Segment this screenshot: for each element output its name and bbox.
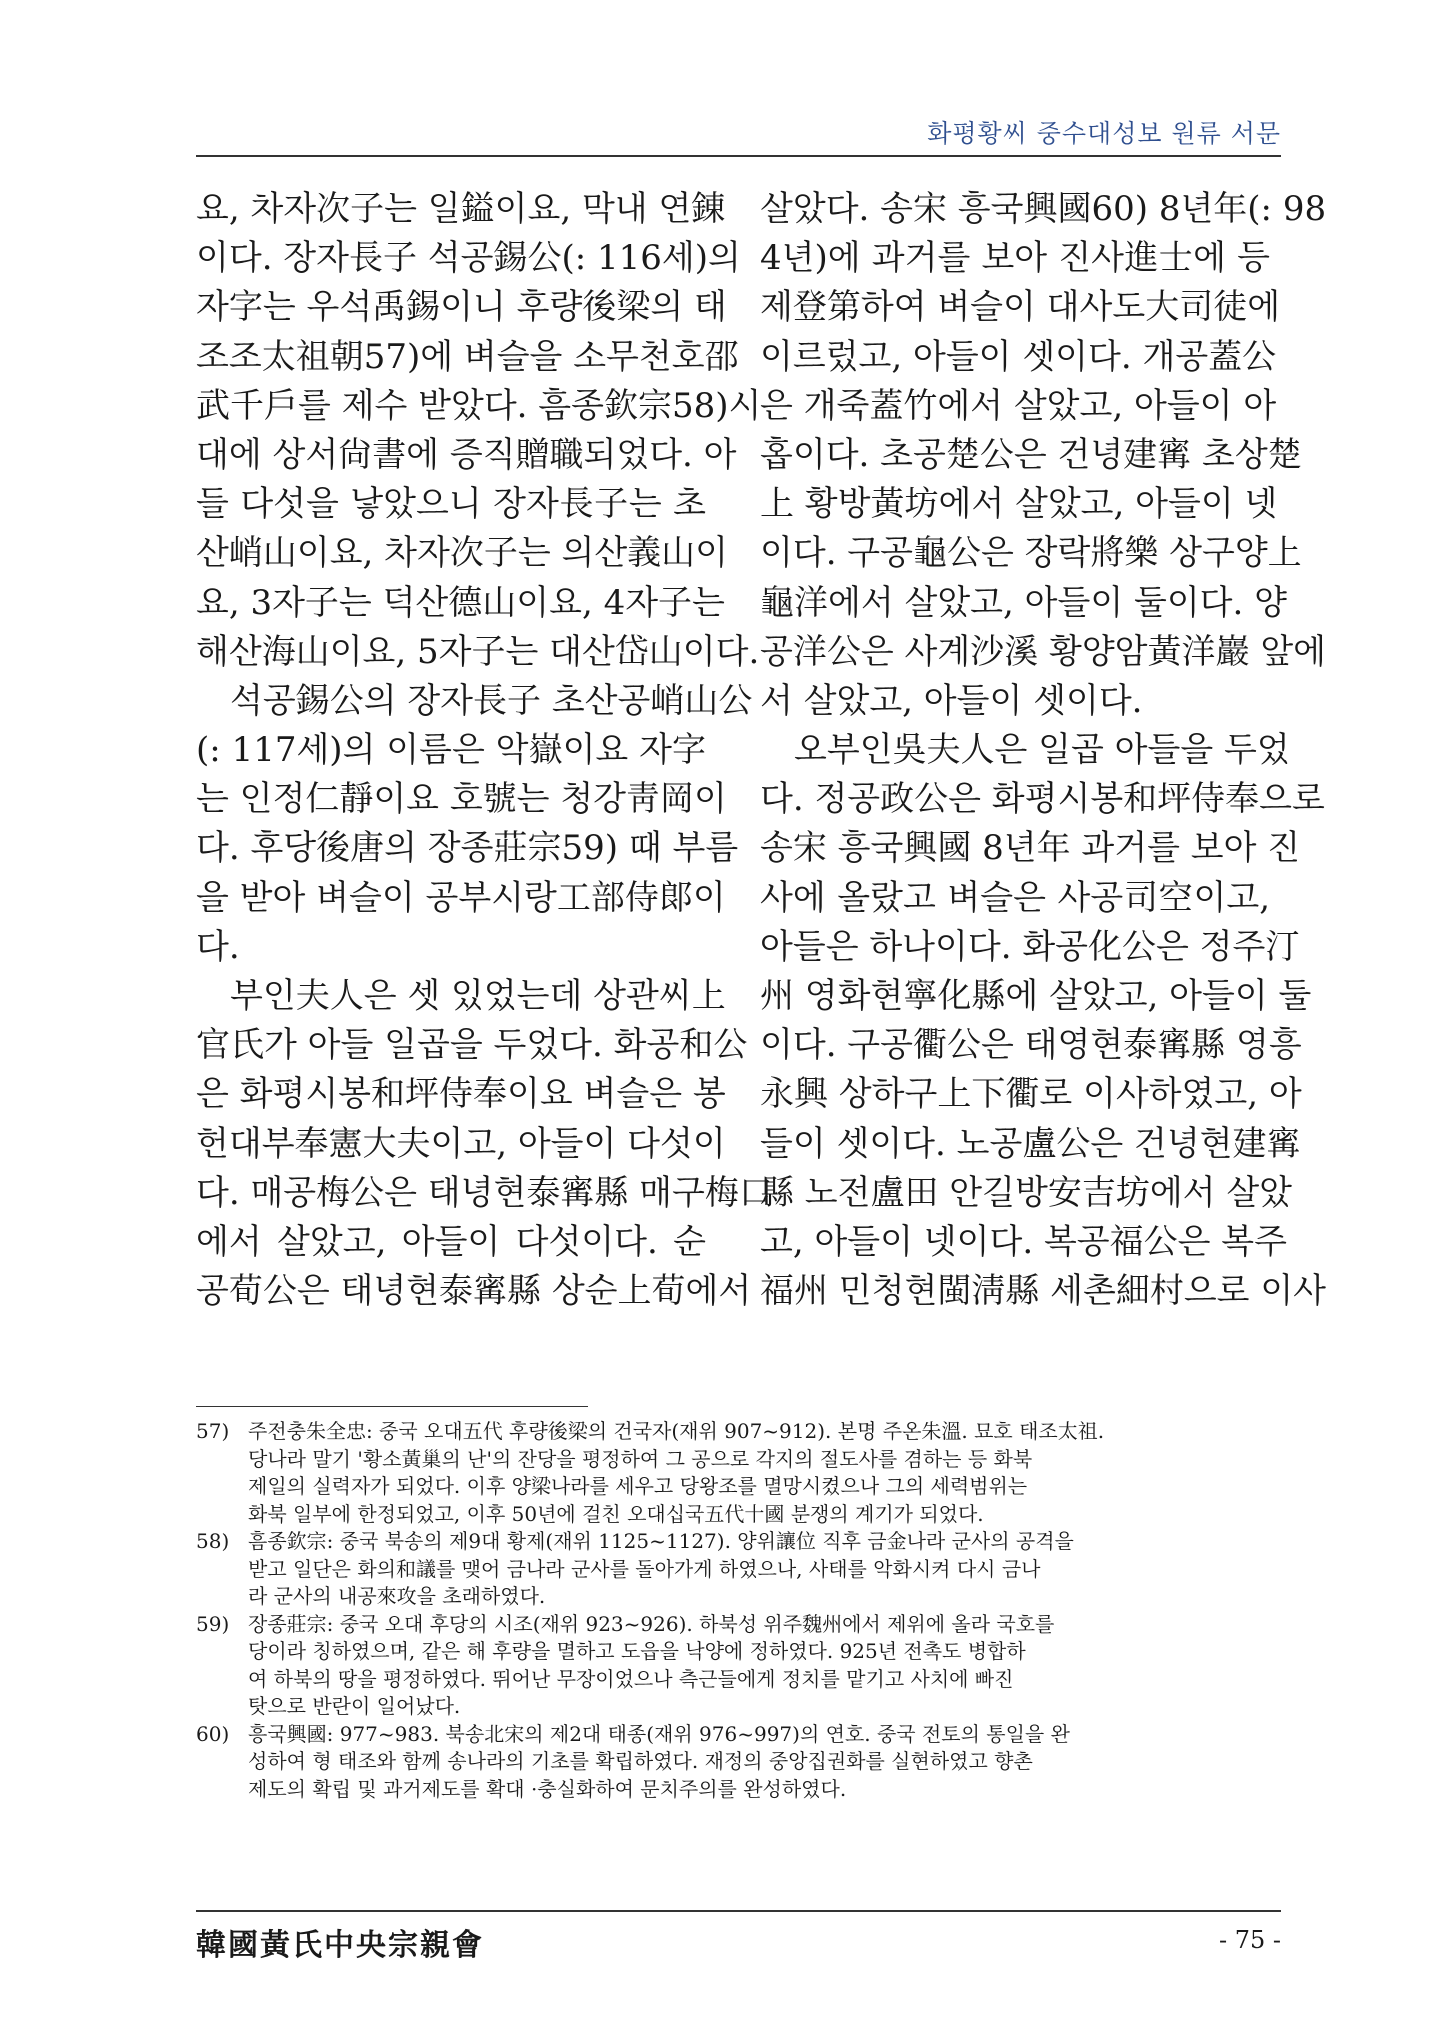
text-line: 자字는 우석禹錫이니 후량後梁의 태 xyxy=(196,287,727,328)
text-line: 은 개죽蓋竹에서 살았고, 아들이 아 xyxy=(760,385,1277,426)
right-text-column xyxy=(760,185,1327,1316)
text-line: 대에 상서尙書에 증직贈職되었다. 아 xyxy=(196,434,737,475)
text-line: 부인夫人은 셋 있었는데 상관씨上 xyxy=(230,976,726,1016)
text-line: 살았다. 송宋 흥국興國60) 8년年(: 98 xyxy=(760,189,1327,229)
footer-organization: 韓國黃氏中央宗親會 xyxy=(196,1928,484,1963)
footnote-number: 59) xyxy=(196,1611,230,1636)
text-line: 송宋 흥국興國 8년年 과거를 보아 진 xyxy=(760,828,1301,869)
text-line: 요, 3자子는 덕산德山이요, 4자子는 xyxy=(196,582,725,623)
text-line: 고, 아들이 넷이다. 복공福公은 복주 xyxy=(760,1221,1287,1262)
footer-divider xyxy=(196,1910,1281,1912)
footnote-number: 60) xyxy=(196,1721,230,1746)
text-line: 석공錫公의 장자長子 초산공峭山公 xyxy=(230,680,753,721)
text-line: 이르렀고, 아들이 셋이다. 개공蓋公 xyxy=(760,336,1277,377)
text-line: 다. 후당後唐의 장종莊宗59) 때 부름 xyxy=(196,828,739,869)
footnote-line: 화북 일부에 한정되었고, 이후 50년에 걸친 오대십국五代十國 분쟁의 계기가 되었다. xyxy=(248,1501,984,1526)
footnote-line: 흠종欽宗: 중국 북송의 제9대 황제(재위 1125~1127). 양위讓位 직후 금金나라 군사의 공격을 xyxy=(248,1529,1074,1553)
text-line: 다. 매공梅公은 태녕현泰寗縣 매구梅口 xyxy=(196,1172,773,1213)
text-line: 龜洋에서 살았고, 아들이 둘이다. 양 xyxy=(760,582,1287,623)
text-line: 오부인吳夫人은 일곱 아들을 두었 xyxy=(794,730,1290,771)
footnote-line: 제도의 확립 및 과거제도를 확대 ·충실화하여 문치주의를 완성하였다. xyxy=(248,1776,847,1801)
text-line: 아들은 하나이다. 화공化公은 정주汀 xyxy=(760,926,1300,967)
footnote-text xyxy=(248,1611,1282,1721)
footnote-line: 흥국興國: 977~983. 북송北宋의 제2대 태종(재위 976~997)의 연호. 중국 전토의 통일을 완 xyxy=(248,1721,1070,1746)
text-line: 이다. 장자長子 석공錫公(: 116세)의 xyxy=(196,238,741,279)
text-line: 는 인정仁靜이요 호號는 청강靑岡이 xyxy=(196,779,727,820)
text-line: 들이 셋이다. 노공盧公은 건녕현建寗 xyxy=(760,1123,1301,1164)
text-line: 을 받아 벼슬이 공부시랑工部侍郞이 xyxy=(196,877,726,918)
text-line: 福州 민청현閩淸縣 세촌細村으로 이사 xyxy=(760,1271,1327,1312)
footnote-text xyxy=(248,1528,1282,1611)
footnote xyxy=(196,1418,1282,1528)
footnote-line: 탓으로 반란이 일어났다. xyxy=(248,1694,461,1718)
text-line: 다. xyxy=(196,926,240,967)
text-line: 4년)에 과거를 보아 진사進士에 등 xyxy=(760,238,1270,279)
text-line: 홉이다. 초공楚公은 건녕建寗 초상楚 xyxy=(760,434,1302,475)
footnote-line: 라 군사의 내공來攻을 초래하였다. xyxy=(248,1584,546,1608)
text-line: 上 황방黃坊에서 살았고, 아들이 넷 xyxy=(760,484,1278,525)
text-line: 공洋公은 사계沙溪 황양암黃洋巖 앞에 xyxy=(760,631,1327,672)
footnote-text xyxy=(248,1721,1282,1804)
text-line: (: 117세)의 이름은 악嶽이요 자字 xyxy=(196,730,706,771)
footnote-line: 제일의 실력자가 되었다. 이후 양梁나라를 세우고 당왕조를 멸망시켰으나 그의 세력범위는 xyxy=(248,1474,1028,1498)
text-line: 헌대부奉憲大夫이고, 아들이 다섯이 xyxy=(196,1123,726,1164)
header-divider xyxy=(196,155,1281,157)
text-line: 서 살았고, 아들이 셋이다. xyxy=(760,680,1143,721)
footnote-line: 당나라 말기 '황소黃巢의 난'의 잔당을 평정하여 그 공으로 각지의 절도사를 겸하는 등 화북 xyxy=(248,1446,1033,1471)
text-line: 요, 차자次子는 일鎰이요, 막내 연錬 xyxy=(196,189,726,229)
text-line: 武千戶를 제수 받았다. 흠종欽宗58)시 xyxy=(196,385,762,426)
footnote-number: 58) xyxy=(196,1529,230,1553)
text-line: 제登第하여 벼슬이 대사도大司徒에 xyxy=(760,287,1281,328)
footnote-divider xyxy=(196,1406,588,1407)
text-line: 공荀公은 태녕현泰寗縣 상순上荀에서 xyxy=(196,1271,752,1312)
text-line: 사에 올랐고 벼슬은 사공司空이고, xyxy=(760,877,1270,918)
text-line: 산峭山이요, 차자次子는 의산義山이 xyxy=(196,533,729,574)
text-line: 조조太祖朝57)에 벼슬을 소무천호邵 xyxy=(196,336,739,377)
page-header-title: 화평황씨 중수대성보 원류 서문 xyxy=(927,119,1281,148)
text-line: 해산海山이요, 5자子는 대산岱山이다. xyxy=(196,631,760,672)
footnote-text xyxy=(248,1418,1282,1528)
footnote xyxy=(196,1721,1282,1804)
footnote-line: 받고 일단은 화의和議를 맺어 금나라 군사를 돌아가게 하였으나, 사태를 악화시켜 다시 금나 xyxy=(248,1556,1041,1581)
footnote-line: 장종莊宗: 중국 오대 후당의 시조(재위 923~926). 하북성 위주魏州에서 제위에 올라 국호를 xyxy=(248,1611,1055,1636)
footnote-line: 주전충朱全忠: 중국 오대五代 후량後梁의 건국자(재위 907~912). 본명 주온朱溫. 묘호 태조太祖. xyxy=(248,1419,1105,1443)
footnote-line: 성하여 형 태조와 함께 송나라의 기초를 확립하였다. 재정의 중앙집권화를 실현하였고 향촌 xyxy=(248,1749,1033,1773)
text-line: 이다. 구공龜公은 장락將樂 상구양上 xyxy=(760,533,1302,574)
page-number: - 75 - xyxy=(1218,1926,1281,1954)
left-text-column xyxy=(196,185,773,1316)
footnote xyxy=(196,1528,1282,1611)
text-line: 이다. 구공衢公은 태영현泰寗縣 영흥 xyxy=(760,1025,1302,1066)
footnote-line: 여 하북의 땅을 평정하였다. 뛰어난 무장이었으나 측근들에게 정치를 맡기고 사치에 빠진 xyxy=(248,1666,1014,1691)
footnote-line: 당이라 칭하였으며, 같은 해 후량을 멸하고 도읍을 낙양에 정하였다. 925년 전촉도 병합하 xyxy=(248,1639,1026,1663)
text-line: 官氏가 아들 일곱을 두었다. 화공和公 xyxy=(196,1025,748,1066)
text-line: 州 영화현寧化縣에 살았고, 아들이 둘 xyxy=(760,976,1312,1016)
text-line: 永興 상하구上下衢로 이사하였고, 아 xyxy=(760,1074,1302,1115)
text-line: 에서 살았고, 아들이 다섯이다. 순 xyxy=(196,1221,706,1262)
text-line: 다. 정공政公은 화평시봉和坪侍奉으로 xyxy=(760,779,1325,820)
footnote xyxy=(196,1611,1282,1721)
text-line: 은 화평시봉和坪侍奉이요 벼슬은 봉 xyxy=(196,1074,726,1115)
footnotes-section xyxy=(196,1418,1282,1803)
text-line: 縣 노전盧田 안길방安吉坊에서 살았 xyxy=(760,1172,1293,1213)
text-line: 들 다섯을 낳았으니 장자長子는 초 xyxy=(196,484,706,525)
footnote-number: 57) xyxy=(196,1419,230,1443)
